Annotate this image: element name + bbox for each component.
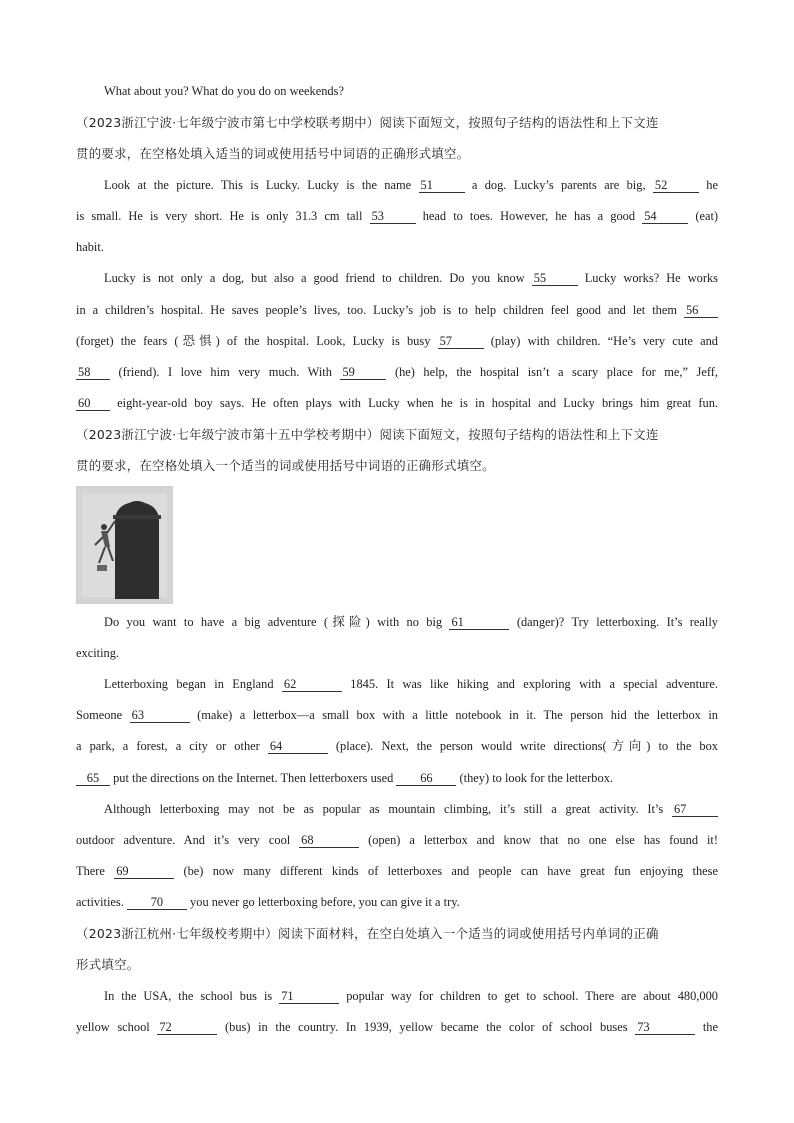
text-run: Letterboxing began in England bbox=[104, 677, 274, 691]
text-run: popular way for children to get to school. There are about 480,000 bbox=[346, 989, 718, 1003]
text-run: Do you want to have a big adventure (探险) with no big bbox=[104, 615, 443, 629]
passage-line bbox=[76, 832, 718, 848]
passage-line bbox=[76, 302, 718, 318]
passage-line bbox=[76, 770, 718, 786]
text-run: activities. bbox=[76, 895, 124, 909]
text-run: outdoor adventure. And it’s very cool bbox=[76, 833, 291, 847]
passage-line bbox=[76, 1019, 718, 1035]
text-run: in a children’s hospital. He saves people’s lives, too. Lucky’s job is to help children feel good and let them bbox=[76, 303, 677, 317]
answer-blank-54[interactable]: 54 bbox=[642, 209, 688, 224]
passage-line bbox=[76, 208, 718, 224]
letterbox-picture bbox=[76, 486, 173, 604]
answer-blank-55[interactable]: 55 bbox=[532, 271, 578, 286]
answer-blank-52[interactable]: 52 bbox=[653, 178, 699, 193]
passage-line bbox=[76, 645, 718, 661]
text-run: There bbox=[76, 864, 105, 878]
text-run: head to toes. However, he has a good bbox=[422, 209, 636, 223]
passage-line bbox=[104, 177, 718, 193]
section-header-2: （2023浙江宁波·七年级宁波市第十五中学校考期中）阅读下面短文，按照句子结构的语法性和上下文连 bbox=[76, 427, 659, 442]
text-run: (open) a letterbox and know that no one else has found it! bbox=[368, 833, 718, 847]
text-run: (play) with children. “He’s very cute and bbox=[490, 334, 718, 348]
answer-blank-53[interactable]: 53 bbox=[370, 209, 416, 224]
text-run: eight-year-old boy says. He often plays with Lucky when he is in hospital and Lucky brings him great fun. bbox=[117, 396, 718, 410]
text-run: (he) help, the hospital isn’t a scary place for me,” Jeff, bbox=[394, 365, 718, 379]
passage-line bbox=[76, 395, 718, 411]
answer-blank-58[interactable]: 58 bbox=[76, 365, 110, 380]
answer-blank-57[interactable]: 57 bbox=[438, 334, 484, 349]
section-header-2-cont: 贯的要求，在空格处填入一个适当的词或使用括号中词语的正确形式填空。 bbox=[76, 458, 495, 473]
answer-blank-51[interactable]: 51 bbox=[419, 178, 465, 193]
passage-line bbox=[76, 707, 718, 723]
passage-line bbox=[104, 676, 718, 692]
passage-line bbox=[76, 863, 718, 879]
text-run: (place). Next, the person would write directions(方向) to the box bbox=[335, 739, 718, 753]
intro-line: What about you? What do you do on weekends? bbox=[104, 84, 344, 98]
text-run: put the directions on the Internet. Then letterboxers used bbox=[113, 771, 394, 785]
answer-blank-68[interactable]: 68 bbox=[299, 833, 359, 848]
passage-line bbox=[104, 988, 718, 1004]
letterbox-illustration bbox=[77, 487, 172, 603]
answer-blank-73[interactable]: 73 bbox=[635, 1020, 695, 1035]
text-run: he bbox=[706, 178, 718, 192]
passage-line bbox=[104, 614, 718, 630]
answer-blank-64[interactable]: 64 bbox=[268, 739, 328, 754]
answer-blank-60[interactable]: 60 bbox=[76, 396, 110, 411]
text-run: a dog. Lucky’s parents are big, bbox=[471, 178, 646, 192]
answer-blank-63[interactable]: 63 bbox=[130, 708, 190, 723]
passage-line bbox=[76, 239, 718, 255]
answer-blank-66[interactable]: 66 bbox=[396, 771, 456, 786]
text-run: (bus) in the country. In 1939, yellow became the color of school buses bbox=[225, 1020, 628, 1034]
answer-blank-59[interactable]: 59 bbox=[340, 365, 386, 380]
answer-blank-67[interactable]: 67 bbox=[672, 802, 718, 817]
answer-blank-72[interactable]: 72 bbox=[157, 1020, 217, 1035]
text-run: (make) a letterbox—a small box with a little notebook in it. The person hid the letterbox in bbox=[197, 708, 718, 722]
answer-blank-61[interactable]: 61 bbox=[449, 615, 509, 630]
text-run: Look at the picture. This is Lucky. Lucky is the name bbox=[104, 178, 412, 192]
text-run: you never go letterboxing before, you can give it a try. bbox=[190, 895, 460, 909]
text-run: (eat) bbox=[695, 209, 719, 223]
text-run: is small. He is very short. He is only 31.3 cm tall bbox=[76, 209, 363, 223]
text-run: the bbox=[702, 1020, 718, 1034]
answer-blank-70[interactable]: 70 bbox=[127, 895, 187, 910]
passage-line bbox=[76, 364, 718, 380]
text-run: (be) now many different kinds of letterboxes and people can have great fun enjoying these bbox=[183, 864, 718, 878]
section-header-1: （2023浙江宁波·七年级宁波市第七中学校联考期中）阅读下面短文，按照句子结构的语法性和上下文连 bbox=[76, 115, 659, 130]
text-run: a park, a forest, a city or other bbox=[76, 739, 260, 753]
text-run: Although letterboxing may not be as popular as mountain climbing, it’s still a great activity. It’s bbox=[104, 802, 664, 816]
text-run: (friend). I love him very much. With bbox=[118, 365, 332, 379]
answer-blank-71[interactable]: 71 bbox=[279, 989, 339, 1004]
text-run: exciting. bbox=[76, 646, 120, 660]
section-header-3: （2023浙江杭州·七年级校考期中）阅读下面材料，在空白处填入一个适当的词或使用括号内单词的正确 bbox=[76, 926, 659, 941]
passage-line bbox=[104, 270, 718, 286]
text-run: 1845. It was like hiking and exploring with a special adventure. bbox=[350, 677, 718, 691]
text-run: Someone bbox=[76, 708, 123, 722]
passage-line bbox=[76, 894, 718, 910]
text-run: habit. bbox=[76, 240, 104, 254]
text-run: (they) to look for the letterbox. bbox=[459, 771, 613, 785]
text-run: yellow school bbox=[76, 1020, 150, 1034]
passage-line bbox=[76, 738, 718, 754]
answer-blank-65[interactable]: 65 bbox=[76, 771, 110, 786]
text-run: In the USA, the school bus is bbox=[104, 989, 273, 1003]
text-run: (danger)? Try letterboxing. It’s really bbox=[516, 615, 718, 629]
text-run: Lucky is not only a dog, but also a good friend to children. Do you know bbox=[104, 271, 525, 285]
section-header-3-cont: 形式填空。 bbox=[76, 957, 140, 972]
section-header-1-cont: 贯的要求，在空格处填入适当的词或使用括号中词语的正确形式填空。 bbox=[76, 146, 470, 161]
answer-blank-56[interactable]: 56 bbox=[684, 303, 718, 318]
passage-line bbox=[76, 333, 718, 349]
answer-blank-62[interactable]: 62 bbox=[282, 677, 342, 692]
answer-blank-69[interactable]: 69 bbox=[114, 864, 174, 879]
text-run: (forget) the fears (恐惧) of the hospital. Look, Lucky is busy bbox=[76, 334, 431, 348]
passage-line bbox=[104, 801, 718, 817]
text-run: Lucky works? He works bbox=[584, 271, 718, 285]
